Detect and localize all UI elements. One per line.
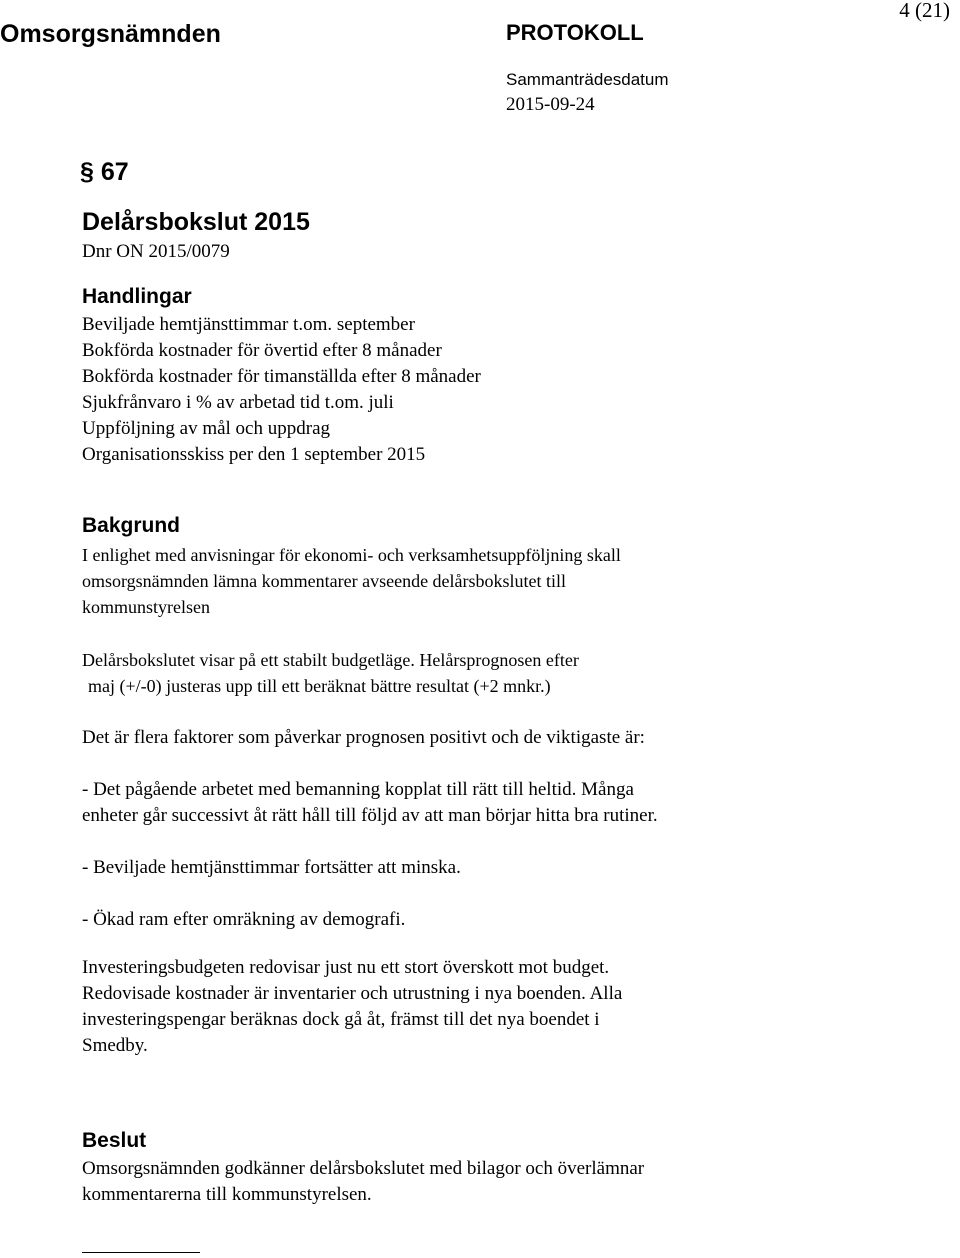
investments-line: investeringspengar beräknas dock gå åt, främst till det nya boendet i xyxy=(82,1009,600,1030)
handlingar-heading: Handlingar xyxy=(82,285,192,308)
decision-line: kommentarerna till kommunstyrelsen. xyxy=(82,1184,372,1205)
signature-line xyxy=(82,1252,200,1253)
document-list-item: Bokförda kostnader för timanställda efter 8 månader xyxy=(82,366,481,387)
document-list-item: Bokförda kostnader för övertid efter 8 månader xyxy=(82,340,442,361)
document-list-item: Uppföljning av mål och uppdrag xyxy=(82,418,331,439)
factors-intro: Det är flera faktorer som påverkar prognosen positivt och de viktigaste är: xyxy=(82,727,645,748)
budget-status-line: maj (+/-0) justeras upp till ett beräknat bättre resultat (+2 mnkr.) xyxy=(88,676,551,696)
factor-1-line: - Det pågående arbetet med bemanning kopplat till rätt till heltid. Många xyxy=(82,779,634,800)
factor-1-line: enheter går successivt åt rätt håll till följd av att man börjar hitta bra rutiner. xyxy=(82,805,658,826)
bakgrund-intro-line: I enlighet med anvisningar för ekonomi- och verksamhetsuppföljning skall xyxy=(82,545,621,565)
decision-line: Omsorgsnämnden godkänner delårsbokslutet med bilagor och överlämnar xyxy=(82,1158,645,1179)
paragraph-number: § 67 xyxy=(80,158,129,186)
factor-3: - Ökad ram efter omräkning av demografi. xyxy=(82,909,406,930)
investments-line: Smedby. xyxy=(82,1035,148,1056)
meeting-date-label: Sammanträdesdatum xyxy=(506,70,669,89)
bakgrund-heading: Bakgrund xyxy=(82,514,181,537)
page-number: 4 (21) xyxy=(899,0,950,22)
investments-line: Redovisade kostnader är inventarier och utrustning i nya boenden. Alla xyxy=(82,983,623,1004)
document-type: PROTOKOLL xyxy=(506,20,644,45)
document-list-item: Organisationsskiss per den 1 september 2015 xyxy=(82,444,426,465)
beslut-heading: Beslut xyxy=(82,1129,147,1152)
meeting-date: 2015-09-24 xyxy=(506,94,595,115)
organization-name: Omsorgsnämnden xyxy=(0,20,221,48)
investments-line: Investeringsbudgeten redovisar just nu ett stort överskott mot budget. xyxy=(82,957,610,978)
factor-2: - Beviljade hemtjänsttimmar fortsätter att minska. xyxy=(82,857,461,878)
diary-number: Dnr ON 2015/0079 xyxy=(82,241,230,262)
bakgrund-intro-line: omsorgsnämnden lämna kommentarer avseende delårsbokslutet till xyxy=(82,571,567,591)
budget-status-line: Delårsbokslutet visar på ett stabilt budgetläge. Helårsprognosen efter xyxy=(82,650,579,670)
bakgrund-intro-line: kommunstyrelsen xyxy=(82,597,210,617)
item-title: Delårsbokslut 2015 xyxy=(82,208,310,236)
document-list-item: Sjukfrånvaro i % av arbetad tid t.om. juli xyxy=(82,392,394,413)
document-list-item: Beviljade hemtjänsttimmar t.om. september xyxy=(82,314,415,335)
